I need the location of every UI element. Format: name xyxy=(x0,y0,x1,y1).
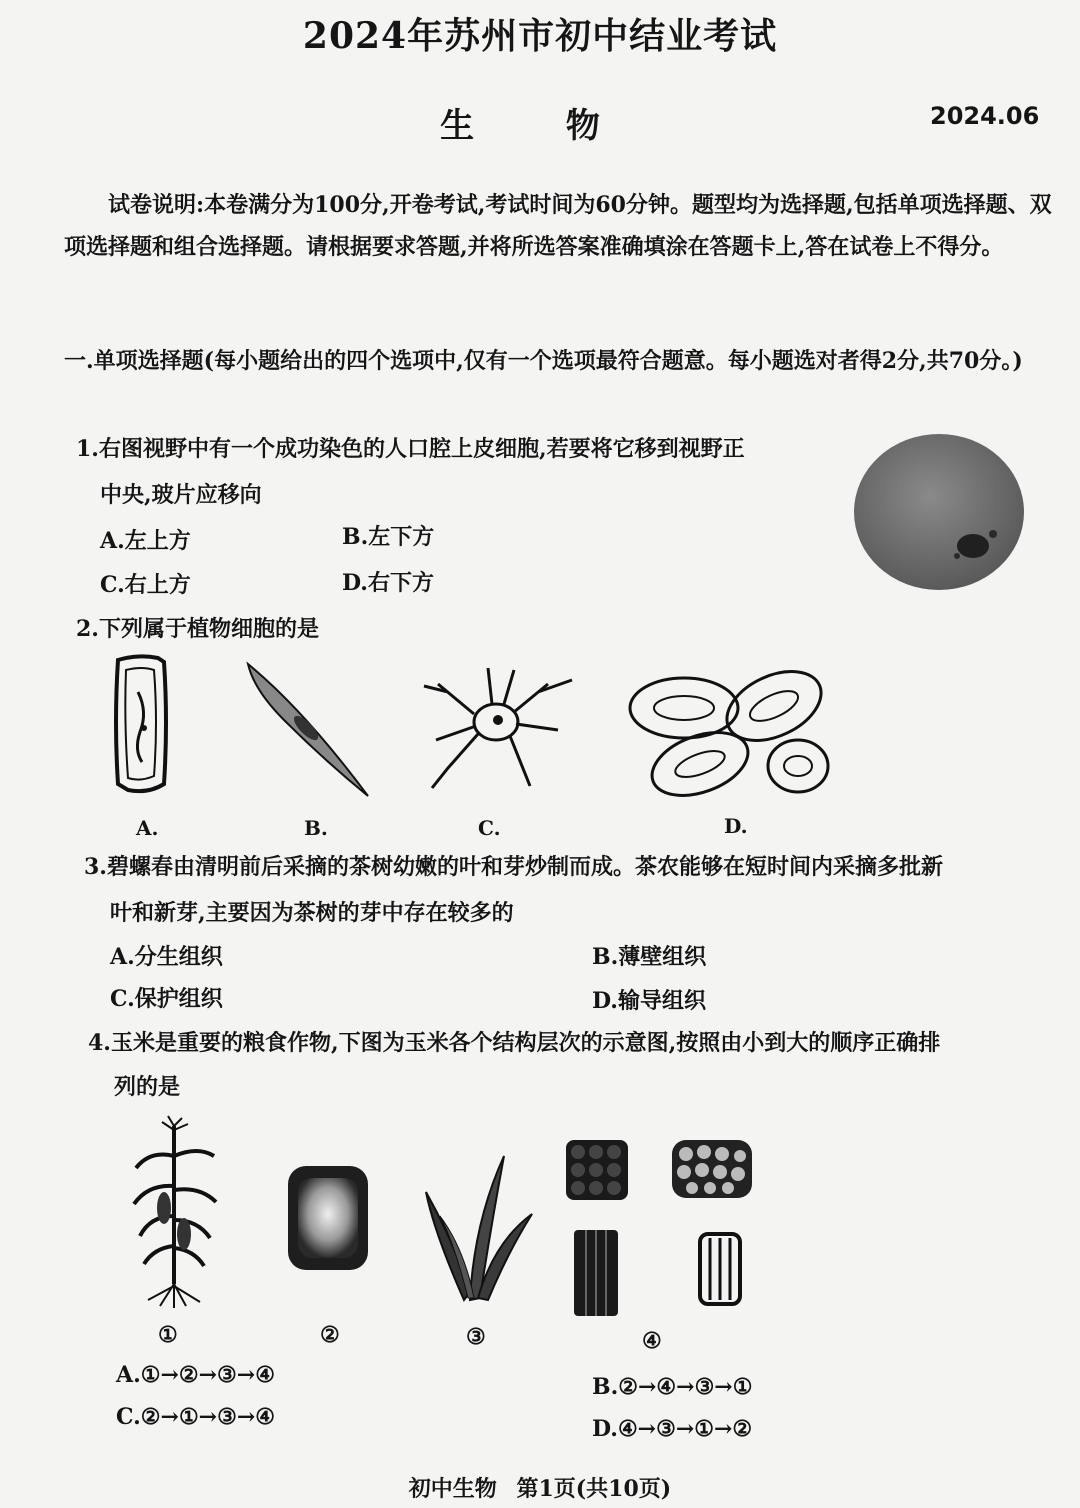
instructions xyxy=(64,184,1054,268)
q3-option-b: B.薄壁组织 xyxy=(592,944,707,970)
q1-option-d: D.右下方 xyxy=(342,570,434,596)
q4-stem-line2: 列的是 xyxy=(114,1074,181,1100)
footer-subject: 初中生物 xyxy=(408,1476,497,1502)
q3-stem-line2: 叶和新芽,主要因为茶树的芽中存在较多的 xyxy=(110,900,514,926)
q4-option-c: C.②→①→③→④ xyxy=(116,1404,275,1430)
q2-stem: 2.下列属于植物细胞的是 xyxy=(76,616,319,642)
q2-label-d: D. xyxy=(724,814,748,838)
q2-label-b: B. xyxy=(304,816,328,840)
section-heading: 一.单项选择题(每小题给出的四个选项中,仅有一个选项最符合题意。每小题选对者得2分,共70分。) xyxy=(64,348,1023,374)
q4-figure-label-4: ④ xyxy=(642,1328,662,1354)
muscle-cell-figure xyxy=(244,660,374,800)
corn-leaf-figure xyxy=(424,1152,534,1302)
q3-option-d: D.输导组织 xyxy=(592,988,706,1014)
q4-stem-line1: 4.玉米是重要的粮食作物,下图为玉米各个结构层次的示意图,按照由小到大的顺序正确排 xyxy=(88,1030,941,1056)
q2-label-a: A. xyxy=(136,816,159,840)
plant-cell-figure xyxy=(108,652,178,802)
q3-option-a: A.分生组织 xyxy=(110,944,223,970)
q1-stem-line1: 1.右图视野中有一个成功染色的人口腔上皮细胞,若要将它移到视野正 xyxy=(76,436,745,462)
q4-figure-label-3: ③ xyxy=(466,1324,486,1350)
q1-option-c: C.右上方 xyxy=(100,572,191,598)
footer-page-number: 第1页(共10页) xyxy=(516,1476,672,1502)
q2-label-c: C. xyxy=(478,816,501,840)
corn-cell-figure xyxy=(286,1164,370,1272)
red-blood-cells-figure xyxy=(626,668,836,798)
q4-figure-label-1: ① xyxy=(158,1322,178,1348)
q1-stem-line2: 中央,玻片应移向 xyxy=(100,482,262,508)
q3-stem-line1: 3.碧螺春由清明前后采摘的茶树幼嫩的叶和芽炒制而成。茶农能够在短时间内采摘多批新 xyxy=(84,854,943,880)
neuron-figure xyxy=(418,664,578,794)
q4-option-d: D.④→③→①→② xyxy=(592,1416,753,1442)
exam-date: 2024.06 xyxy=(930,102,1040,130)
corn-tissues-figure xyxy=(564,1138,754,1322)
q3-option-c: C.保护组织 xyxy=(110,986,223,1012)
corn-plant-figure xyxy=(130,1116,220,1310)
q1-option-b: B.左下方 xyxy=(342,524,435,550)
q4-option-a: A.①→②→③→④ xyxy=(116,1362,275,1388)
exam-title: 2024年苏州市初中结业考试 xyxy=(302,15,778,57)
q4-option-b: B.②→④→③→① xyxy=(592,1374,753,1400)
instructions-text: 试卷说明:本卷满分为100分,开卷考试,考试时间为60分钟。题型均为选择题,包括单项选择题、双项选择题和组合选择题。请根据要求答题,并将所选答案准确填涂在答题卡上,答在试卷上不得分。 xyxy=(64,192,1052,260)
microscope-field-figure xyxy=(855,432,1027,592)
q1-option-a: A.左上方 xyxy=(100,528,191,554)
q4-figure-label-2: ② xyxy=(320,1322,340,1348)
subject-title: 生 物 xyxy=(440,106,640,146)
page-footer xyxy=(0,1472,1080,1503)
